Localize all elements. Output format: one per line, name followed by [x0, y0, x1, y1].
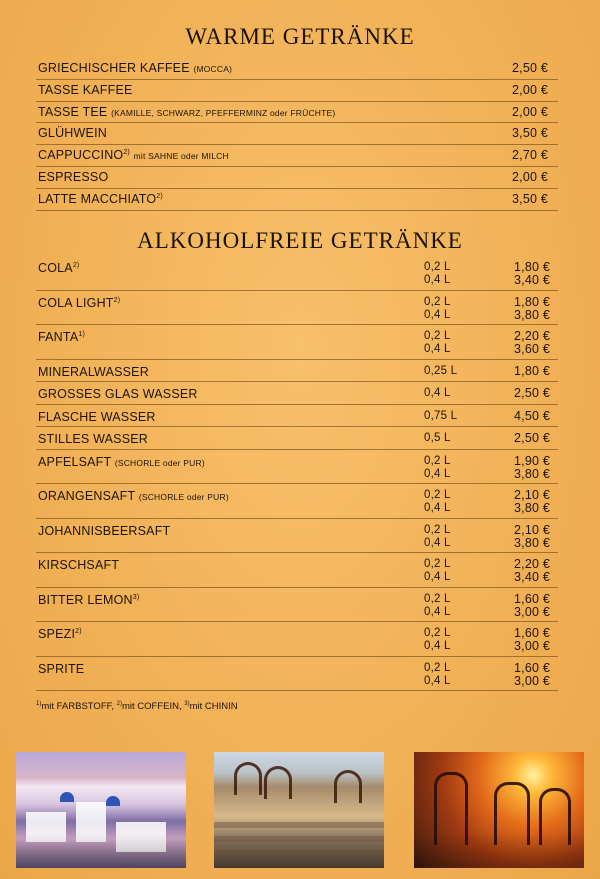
menu-row [36, 58, 558, 80]
item-price: 2,50 € [514, 386, 550, 400]
menu-row [36, 405, 558, 428]
item-prices [514, 627, 550, 653]
item-prices [514, 524, 550, 550]
item-price: 3,50 € [512, 191, 548, 206]
item-price: 2,50 € [514, 431, 550, 445]
item-price: 2,10 € [514, 488, 550, 502]
item-name: MINERALWASSER [38, 364, 149, 379]
item-price: 1,60 € [514, 591, 550, 606]
item-price: 2,00 € [512, 82, 548, 97]
menu-row [36, 291, 558, 326]
cold-drinks-title: ALKOHOLFREIE GETRÄNKE [137, 228, 463, 253]
santorini-photo [16, 752, 186, 868]
menu-row [36, 256, 558, 291]
item-size: 0,4 L [424, 467, 451, 480]
item-note: (MOCCA) [193, 64, 233, 74]
item-name-group [38, 558, 119, 572]
item-prices [514, 330, 550, 356]
item-price: 3,50 € [512, 126, 548, 141]
item-name: GRIECHISCHER KAFFEE [38, 61, 190, 75]
item-name-group [38, 148, 229, 162]
footnote: $^{1)}$mit FARBSTOFF, $^{2)}$mit COFFEIN, $^{3)}$mit CHININ [36, 701, 238, 713]
item-name-group [38, 61, 232, 75]
item-size: 0,4 L [424, 640, 451, 652]
item-sizes [424, 410, 457, 423]
cold-drinks-list [36, 256, 558, 691]
item-price: 1,60 € [514, 626, 550, 640]
item-name: STILLES WASSER [38, 432, 149, 446]
item-name-group [38, 432, 148, 446]
item-prices [514, 662, 550, 688]
menu-row [36, 484, 558, 519]
item-name-group [38, 524, 170, 538]
item-name: COLA LIGHT [38, 295, 114, 310]
item-price: 1,80 € [514, 260, 550, 274]
item-note: (KAMILLE, SCHWARZ, PFEFFERMINZ oder FRÜCHTE) [111, 107, 336, 118]
item-name-group [38, 627, 82, 641]
item-name: APFELSAFT [38, 454, 112, 469]
item-name-group [38, 192, 163, 206]
item-price: 1,60 € [514, 660, 550, 675]
menu-row [36, 450, 558, 485]
item-price: 3,80 € [514, 466, 550, 481]
menu-row [36, 553, 558, 588]
item-price: 3,00 € [514, 673, 550, 688]
item-price: 1,80 € [514, 294, 550, 309]
item-name: ESPRESSO [38, 169, 109, 184]
item-price: 3,00 € [514, 639, 550, 653]
warm-drinks-title: WARME GETRÄNKE [185, 24, 415, 49]
item-name-group [38, 593, 139, 607]
item-price: 2,20 € [514, 557, 550, 571]
item-size: 0,2 L [424, 523, 451, 536]
item-price: 2,20 € [514, 329, 550, 343]
footnote-marker: 2) [123, 149, 130, 157]
item-prices [514, 432, 550, 445]
item-sizes [424, 627, 451, 653]
item-prices [514, 387, 550, 400]
item-size: 0,75 L [424, 409, 458, 422]
item-price: 2,10 € [514, 522, 550, 537]
item-price: 3,60 € [514, 342, 550, 356]
item-size: 0,4 L [424, 571, 451, 583]
item-sizes [424, 296, 451, 322]
item-size: 0,25 L [424, 364, 458, 377]
menu-row [36, 622, 558, 657]
item-name: TASSE TEE [38, 104, 108, 119]
item-note: (SCHORLE oder PUR) [138, 492, 229, 502]
menu-row [36, 80, 558, 102]
item-size: 0,2 L [424, 661, 451, 674]
item-name: SPRITE [38, 661, 85, 676]
item-name: ORANGENSAFT [38, 489, 136, 503]
item-name: GROSSES GLAS WASSER [38, 387, 198, 401]
item-name: JOHANNISBEERSAFT [38, 523, 171, 538]
item-size: 0,4 L [424, 387, 451, 399]
item-name: GLÜHWEIN [38, 126, 107, 141]
item-sizes [424, 558, 451, 584]
item-size: 0,4 L [424, 308, 451, 321]
item-price: 2,50 € [512, 61, 548, 75]
item-sizes [424, 455, 451, 481]
item-prices [514, 489, 550, 515]
footnote-marker: 2) [75, 627, 82, 635]
item-sizes [424, 365, 457, 378]
item-size: 0,4 L [424, 674, 451, 687]
menu-row [36, 189, 558, 211]
menu-row [36, 325, 558, 360]
item-prices [514, 410, 550, 423]
item-size: 0,4 L [424, 536, 451, 549]
footnote-marker: 2) [113, 296, 121, 304]
menu-row [36, 145, 558, 167]
item-size: 0,5 L [424, 432, 451, 444]
item-name-group [38, 126, 107, 140]
item-size: 0,2 L [424, 592, 451, 605]
item-price: 1,90 € [514, 453, 550, 468]
item-name: BITTER LEMON [38, 592, 133, 607]
item-name-group [38, 330, 85, 344]
ruins-sunset-photo [414, 752, 584, 868]
footnote-marker: 3) [132, 593, 140, 601]
item-price: 1,80 € [514, 363, 550, 378]
item-size: 0,2 L [424, 558, 451, 570]
item-sizes [424, 330, 451, 356]
item-name-group [38, 296, 120, 310]
footnote-marker: 2) [72, 261, 80, 269]
item-price: 2,00 € [512, 169, 548, 184]
item-prices [514, 261, 550, 287]
item-note: mit SAHNE oder MILCH [133, 151, 229, 162]
menu-row [36, 360, 558, 383]
item-size: 0,4 L [424, 502, 451, 514]
item-size: 0,2 L [424, 261, 451, 273]
item-name-group [38, 662, 84, 676]
item-name: CAPPUCCINO [38, 148, 124, 163]
item-name-group [38, 261, 79, 275]
item-name-group [38, 455, 205, 469]
item-price: 3,00 € [514, 604, 550, 619]
menu-row [36, 427, 558, 450]
item-sizes [424, 387, 451, 400]
item-price: 3,80 € [514, 501, 550, 515]
item-name: LATTE MACCHIATO [38, 191, 157, 206]
menu-row [36, 382, 558, 405]
item-name: KIRSCHSAFT [38, 558, 120, 572]
item-name-group [38, 365, 149, 379]
menu-row [36, 657, 558, 692]
item-size: 0,2 L [424, 489, 451, 501]
item-price: 3,40 € [514, 273, 550, 287]
item-prices [514, 558, 550, 584]
item-prices [514, 365, 550, 378]
item-name: SPEZI [38, 627, 76, 641]
item-price: 3,80 € [514, 307, 550, 322]
item-size: 0,4 L [424, 274, 451, 286]
item-name: COLA [38, 261, 73, 275]
item-name-group [38, 410, 156, 424]
footnote-marker: 2) [156, 192, 163, 200]
item-sizes [424, 489, 451, 515]
item-price: 2,70 € [512, 148, 548, 163]
item-price: 2,00 € [512, 104, 548, 119]
item-note: (SCHORLE oder PUR) [114, 457, 205, 468]
item-name-group [38, 83, 133, 97]
item-size: 0,4 L [424, 343, 451, 355]
warm-drinks-list [36, 58, 558, 211]
item-name: TASSE KAFFEE [38, 82, 133, 97]
item-name: FLASCHE WASSER [38, 409, 156, 424]
item-name-group [38, 387, 198, 401]
item-price: 3,40 € [514, 570, 550, 584]
item-price: 3,80 € [514, 535, 550, 550]
item-price: 4,50 € [514, 408, 550, 423]
item-size: 0,2 L [424, 295, 451, 308]
item-prices [514, 455, 550, 481]
item-sizes [424, 662, 451, 688]
item-name-group [38, 170, 108, 184]
menu-row [36, 102, 558, 124]
menu-row [36, 519, 558, 554]
item-size: 0,2 L [424, 454, 451, 467]
item-size: 0,2 L [424, 330, 451, 342]
item-sizes [424, 593, 451, 619]
menu-row [36, 123, 558, 145]
item-name: FANTA [38, 330, 79, 344]
ancient-theater-photo [214, 752, 384, 868]
item-sizes [424, 261, 451, 287]
item-prices [514, 296, 550, 322]
footnote-marker: 1) [78, 330, 85, 338]
item-sizes [424, 524, 451, 550]
menu-row [36, 588, 558, 623]
item-size: 0,2 L [424, 627, 451, 639]
item-name-group [38, 489, 229, 503]
item-name-group [38, 105, 335, 119]
menu-row [36, 167, 558, 189]
item-prices [514, 593, 550, 619]
item-sizes [424, 432, 451, 445]
item-size: 0,4 L [424, 605, 451, 618]
